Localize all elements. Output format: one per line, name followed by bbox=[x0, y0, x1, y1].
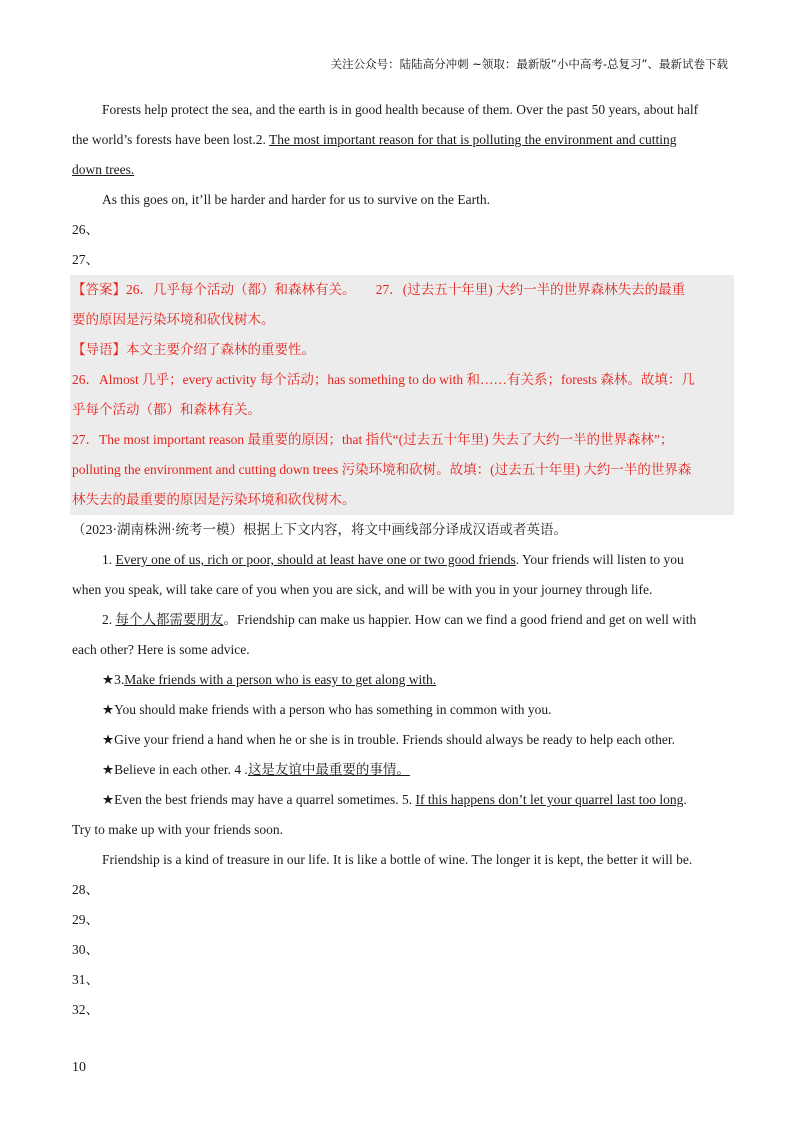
answer-line: 要的原因是污染环境和砍伐树木。 bbox=[70, 305, 734, 335]
question-31: 31、 bbox=[72, 972, 99, 987]
passage1-line4: As this goes on, it’ll be harder and harder for us to survive on the Earth. bbox=[102, 192, 491, 207]
underlined-sentence-4: 这是友谊中最重要的事情。 bbox=[247, 762, 410, 777]
underlined-sentence-1: Every one of us, rich or poor, should at least have one or two good friends bbox=[115, 552, 516, 567]
passage2-s1b: when you speak, will take care of you when you are sick, and will be with you in your journey through life. bbox=[72, 582, 653, 597]
item-number: 1. bbox=[102, 552, 116, 567]
item-number: 2. bbox=[102, 612, 116, 627]
passage2-s3 bbox=[72, 665, 728, 695]
passage2-text: 。Friendship can make us happier. How can we find a good friend and get on well with bbox=[223, 612, 697, 627]
passage2-text: . Your friends will listen to you bbox=[515, 552, 684, 567]
underlined-sentence-5: If this happens don’t let your quarrel last too long bbox=[415, 792, 684, 807]
passage2-text: ★Even the best friends may have a quarrel sometimes. 5. bbox=[102, 792, 416, 807]
question-29: 29、 bbox=[72, 912, 99, 927]
question-28: 28、 bbox=[72, 882, 99, 897]
explanation-27-cont: 林失去的最重要的原因是污染环境和砍伐树木。 bbox=[70, 485, 734, 515]
passage2-s8: Friendship is a kind of treasure in our life. It is like a bottle of wine. The longer it is kept, the better it will be. bbox=[102, 852, 693, 867]
question-26: 26、 bbox=[72, 222, 99, 237]
passage1-line3 bbox=[72, 155, 728, 185]
question-27: 27、 bbox=[72, 252, 99, 267]
question-32: 32、 bbox=[72, 1002, 99, 1017]
passage2-s2b: each other? Here is some advice. bbox=[72, 642, 250, 657]
underlined-sentence-3: Make friends with a person who is easy to get along with. bbox=[124, 672, 437, 687]
answer-line: 【答案】26．几乎每个活动（都）和森林有关。 27．(过去五十年里) 大约一半的世界森林失去的最重 bbox=[70, 275, 734, 305]
passage2-text: . bbox=[683, 792, 687, 807]
page-header: 关注公众号：陆陆高分冲刺 ~领取：最新版“小中高考-总复习”、最新试卷下载 bbox=[330, 57, 728, 71]
guide-line: 【导语】本文主要介绍了森林的重要性。 bbox=[70, 335, 734, 365]
page-number: 10 bbox=[72, 1060, 86, 1075]
passage2-s2 bbox=[72, 605, 728, 635]
passage2-text: ★Believe in each other. 4 . bbox=[102, 762, 248, 777]
explanation-26: 26．Almost 几乎；every activity 每个活动；has something to do with 和……有关系；forests 森林。故填：几 bbox=[70, 365, 734, 395]
question-30: 30、 bbox=[72, 942, 99, 957]
passage1-line2 bbox=[72, 125, 728, 155]
explanation-27-cont: polluting the environment and cutting down trees 污染环境和砍树。故填：(过去五十年里) 大约一半的世界森 bbox=[70, 455, 734, 485]
passage2-s7 bbox=[72, 785, 728, 815]
underlined-sentence-2: 每个人都需要朋友 bbox=[115, 612, 224, 627]
passage1-text: the world’s forests have been lost.2. bbox=[72, 132, 269, 147]
page-content bbox=[72, 95, 728, 1025]
underlined-sentence-2: The most important reason for that is polluting the environment and cutting bbox=[268, 132, 677, 147]
passage2-s6 bbox=[72, 755, 728, 785]
explanation-26-cont: 乎每个活动（都）和森林有关。 bbox=[70, 395, 734, 425]
source-line: （2023·湖南株洲·统考一模）根据上下文内容，将文中画线部分译成汉语或者英语。 bbox=[72, 522, 567, 537]
underlined-sentence-2-end: down trees. bbox=[72, 162, 135, 177]
explanation-27: 27．The most important reason 最重要的原因；that 指代“(过去五十年里) 失去了大约一半的世界森林”； bbox=[70, 425, 734, 455]
item-number: ★3. bbox=[102, 672, 125, 687]
passage2-s7b: Try to make up with your friends soon. bbox=[72, 822, 283, 837]
passage2-s5: ★Give your friend a hand when he or she is in trouble. Friends should always be ready to help each other. bbox=[102, 732, 675, 747]
passage2-s1 bbox=[72, 545, 728, 575]
passage1-line1: Forests help protect the sea, and the earth is in good health because of them. Over the past 50 years, about half bbox=[102, 102, 699, 117]
passage2-s4: ★You should make friends with a person who has something in common with you. bbox=[102, 702, 552, 717]
